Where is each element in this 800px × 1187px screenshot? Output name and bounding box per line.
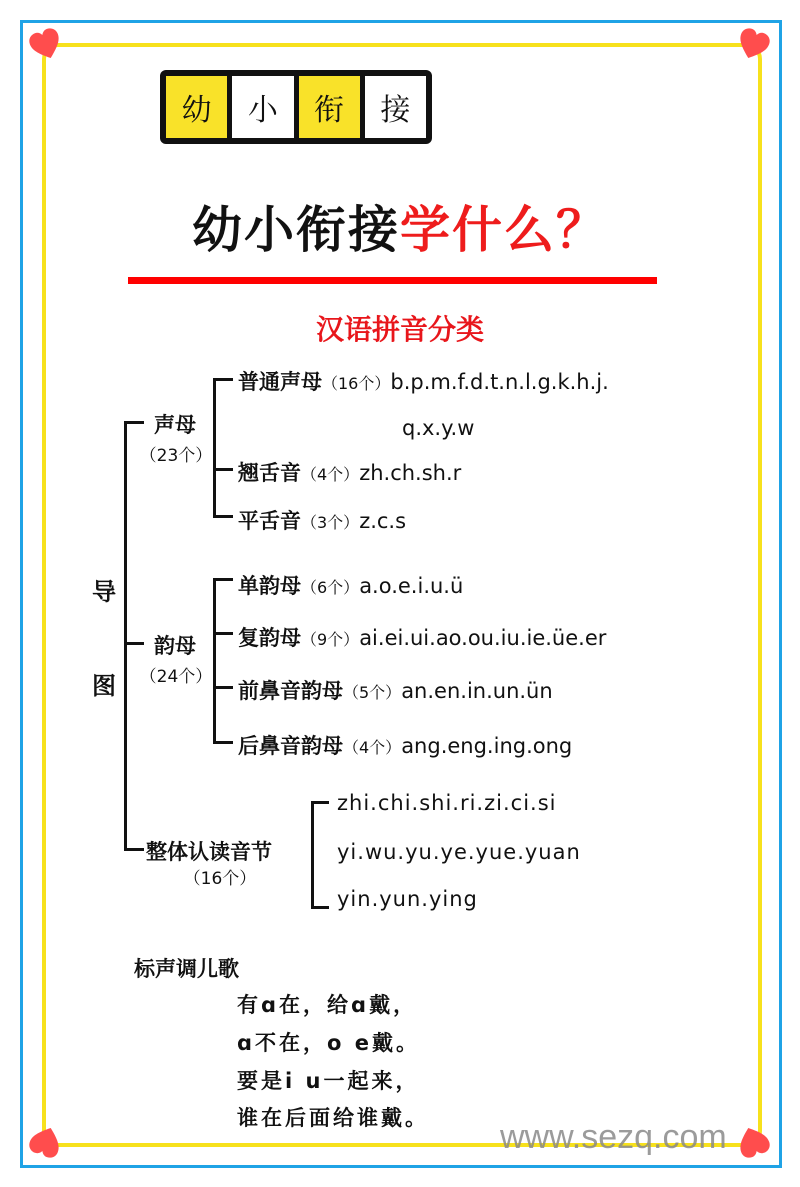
title-badge <box>160 70 432 144</box>
list-item <box>238 366 609 396</box>
item-values-continued: q.x.y.w <box>402 416 475 440</box>
tree-branch-line <box>124 642 144 645</box>
item-values: zh.ch.sh.r <box>359 461 462 485</box>
syllable-list: yi.wu.yu.ye.yue.yuan <box>337 840 581 864</box>
poem-line: 谁在后面给谁戴。 <box>237 1106 429 1130</box>
item-count: （3个） <box>301 513 360 532</box>
poem-line: 有ɑ在，给ɑ戴， <box>237 993 418 1017</box>
badge-cell: 接 <box>365 76 426 138</box>
list-item <box>238 570 463 600</box>
item-count: （4个） <box>301 465 360 484</box>
badge-cell: 衔 <box>299 76 360 138</box>
item-label: 普通声母 <box>238 370 322 394</box>
group-label-initials: 声母 <box>154 413 196 437</box>
item-count: （5个） <box>343 683 402 702</box>
item-label: 平舌音 <box>238 509 301 533</box>
badge-cell: 小 <box>232 76 293 138</box>
item-count: （6个） <box>301 578 360 597</box>
list-item <box>238 730 572 760</box>
item-label: 单韵母 <box>238 574 301 598</box>
list-item <box>238 622 606 652</box>
page-title-black: 幼小衔接 <box>192 201 400 259</box>
list-item <box>238 457 461 487</box>
heart-icon-bottom-right <box>736 1124 770 1158</box>
heart-icon-bottom-left <box>29 1124 63 1158</box>
item-values: b.p.m.f.d.t.n.l.g.k.h.j. <box>390 370 609 394</box>
tree-branch-line <box>124 421 144 424</box>
item-count: （16个） <box>322 374 391 393</box>
bracket-tick <box>311 801 329 804</box>
bracket-line <box>311 801 314 909</box>
tree-trunk-line <box>124 421 127 851</box>
tree-branch-line <box>124 848 144 851</box>
group-count-finals: （24个） <box>139 667 213 687</box>
badge-cell: 幼 <box>166 76 227 138</box>
bracket-tick <box>213 468 233 471</box>
item-values: a.o.e.i.u.ü <box>359 574 464 598</box>
item-count: （4个） <box>343 738 402 757</box>
item-label: 前鼻音韵母 <box>238 679 343 703</box>
poem-line: ɑ不在，o e戴。 <box>237 1031 421 1055</box>
watermark: www.sezq.com <box>500 1118 727 1156</box>
item-count: （9个） <box>301 630 360 649</box>
group-label-syllables: 整体认读音节 <box>146 840 272 864</box>
side-label-char: 图 <box>92 672 116 700</box>
page-title-red: 学什么？ <box>400 201 608 259</box>
bracket-line <box>213 378 216 518</box>
item-values: an.en.in.un.ün <box>401 679 553 703</box>
group-label-finals: 韵母 <box>154 634 196 658</box>
heart-icon-top-left <box>29 28 63 62</box>
bracket-tick <box>213 378 233 381</box>
poem-title: 标声调儿歌 <box>134 957 239 981</box>
page-title <box>0 190 800 262</box>
title-divider <box>128 277 657 284</box>
list-item <box>238 505 406 535</box>
heart-icon-top-right <box>736 28 770 62</box>
item-values: z.c.s <box>359 509 407 533</box>
poem-line: 要是i u一起来， <box>237 1069 420 1093</box>
bracket-tick <box>311 906 329 909</box>
bracket-tick <box>213 515 233 518</box>
bracket-tick <box>213 686 233 689</box>
item-label: 后鼻音韵母 <box>238 734 343 758</box>
group-count-initials: （23个） <box>139 446 213 466</box>
list-item <box>238 675 553 705</box>
syllable-list: zhi.chi.shi.ri.zi.ci.si <box>337 791 557 815</box>
item-values: ang.eng.ing.ong <box>401 734 573 758</box>
syllable-list: yin.yun.ying <box>337 887 478 911</box>
section-subtitle: 汉语拼音分类 <box>315 313 484 346</box>
side-label-char: 导 <box>92 578 116 606</box>
item-label: 复韵母 <box>238 626 301 650</box>
item-values: ai.ei.ui.ao.ou.iu.ie.üe.er <box>359 626 607 650</box>
bracket-tick <box>213 741 233 744</box>
bracket-line <box>213 578 216 744</box>
item-label: 翘舌音 <box>238 461 301 485</box>
bracket-tick <box>213 578 233 581</box>
bracket-tick <box>213 632 233 635</box>
group-count-syllables: （16个） <box>183 869 257 889</box>
